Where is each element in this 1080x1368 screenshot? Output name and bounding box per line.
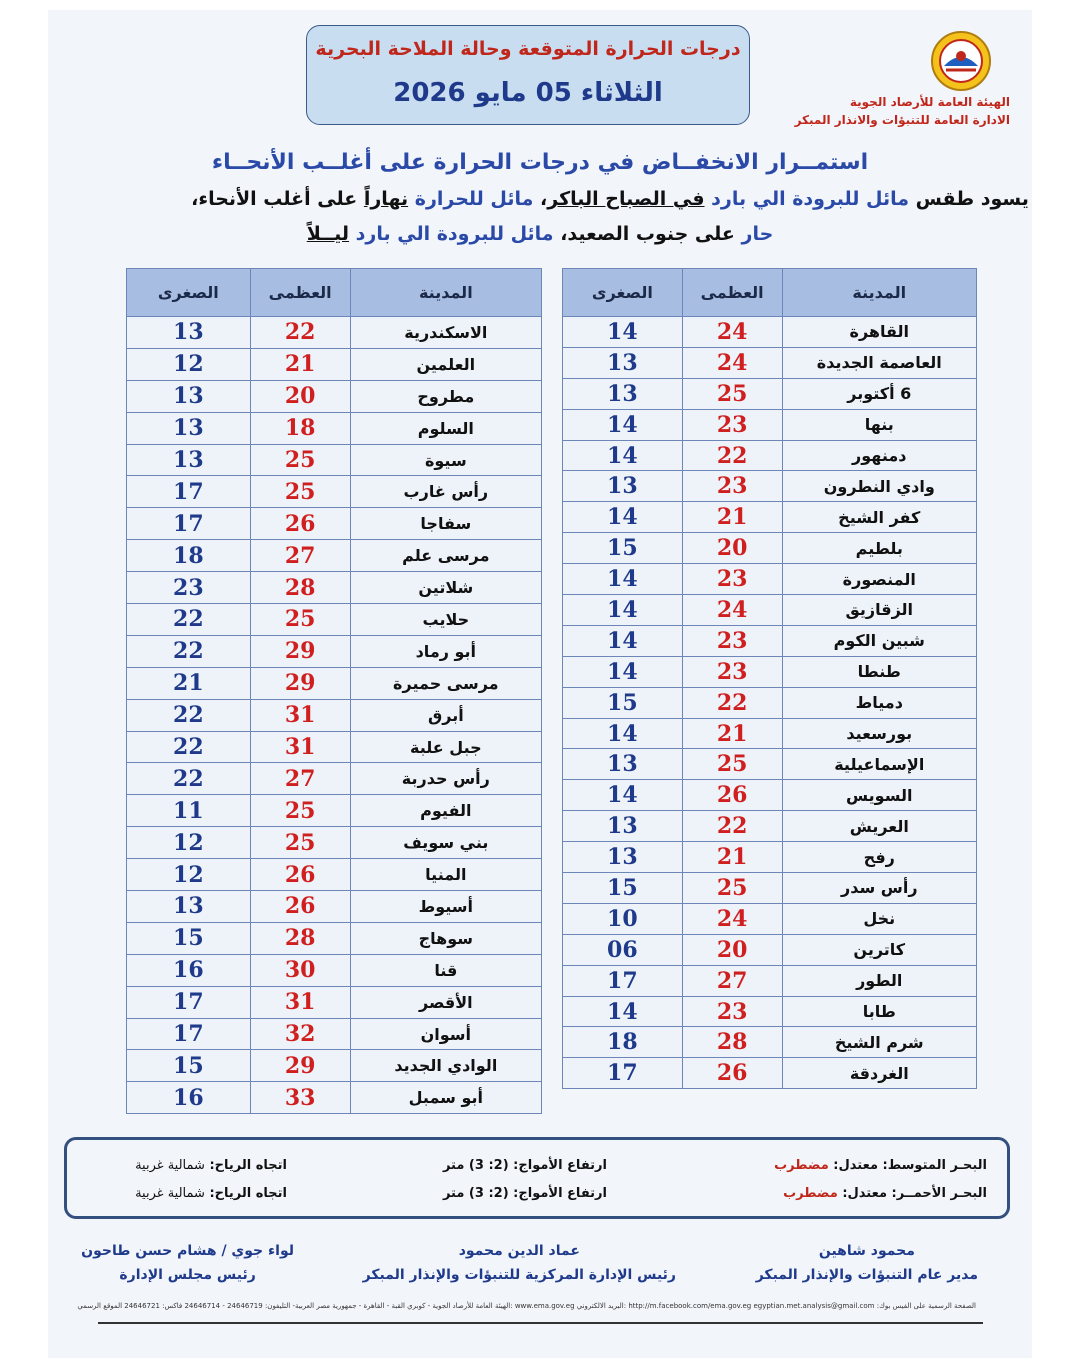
wave-height: ارتفاع الأمواج: (2: 3) متر — [442, 1158, 607, 1173]
summary-text: ، — [533, 188, 548, 210]
signature-central-director — [363, 1243, 676, 1283]
summary-text: على جنوب الصعيد، — [553, 223, 742, 245]
city-cell: طابا — [782, 996, 976, 1027]
signatory-name: محمود شاهين — [818, 1243, 915, 1259]
max-temp-cell: 21 — [682, 718, 782, 749]
bulletin-date: الثلاثاء 05 مايو 2026 — [393, 78, 663, 108]
footer-contact: الصفحة الرسمية على الفيس بوك: http://m.facebook.com/ema.gov.eg egyptian.met.analysis@gmail.com :البريد الالكتروني www.ema.gov.eg :الهيئة العامة للأرصاد الجوية - كوبري القبة - القاهرة - جمهورية مصر العربية- التليفون: 24646719 - 24646714 فاكس: 24646721 الموقع الرسمي — [77, 1302, 976, 1310]
table-row — [563, 749, 977, 780]
max-temp-cell: 22 — [682, 811, 782, 842]
max-temp-cell: 29 — [250, 1050, 350, 1082]
city-cell: سيوة — [350, 444, 541, 476]
min-temp-cell: 14 — [563, 625, 683, 656]
city-cell: السلوم — [350, 412, 541, 444]
org-department: الادارة العامة للتنبؤات والانذار المبكر — [794, 113, 1010, 127]
max-temp-cell: 26 — [250, 891, 350, 923]
signatory-title: رئيس مجلس الإدارة — [119, 1267, 256, 1283]
city-cell: نخل — [782, 903, 976, 934]
max-temp-cell: 26 — [250, 859, 350, 891]
min-temp-cell: 22 — [127, 604, 251, 636]
city-cell: شلاتين — [350, 572, 541, 604]
summary-text: على أغلب الأنحاء، — [191, 188, 364, 210]
city-cell: شرم الشيخ — [782, 1027, 976, 1058]
max-temp-cell: 31 — [250, 986, 350, 1018]
city-cell: العريش — [782, 811, 976, 842]
table-row — [563, 934, 977, 965]
min-temp-cell: 13 — [127, 317, 251, 349]
sea-label: البحـر الأحمــر: معتدل: — [837, 1186, 987, 1201]
table-row — [563, 842, 977, 873]
sea-row-mediterranean — [67, 1158, 1007, 1184]
city-cell: قنا — [350, 954, 541, 986]
min-temp-cell: 12 — [127, 827, 251, 859]
table-row — [563, 533, 977, 564]
min-temp-cell: 13 — [127, 891, 251, 923]
city-cell: سوهاج — [350, 922, 541, 954]
sea-name — [783, 1186, 987, 1201]
table-header-row — [563, 269, 977, 317]
city-cell: الاسكندرية — [350, 317, 541, 349]
min-temp-cell: 14 — [563, 502, 683, 533]
table-row — [563, 471, 977, 502]
table-row — [127, 348, 542, 380]
min-temp-cell: 18 — [127, 540, 251, 572]
city-cell: رأس غارب — [350, 476, 541, 508]
min-temp-cell: 13 — [563, 749, 683, 780]
min-temp-cell: 16 — [127, 954, 251, 986]
title-box — [306, 25, 750, 125]
wind-direction — [135, 1158, 287, 1173]
min-temp-cell: 15 — [127, 922, 251, 954]
table-row — [563, 996, 977, 1027]
city-cell: حلايب — [350, 604, 541, 636]
max-temp-cell: 26 — [682, 1058, 782, 1089]
max-temp-cell: 23 — [682, 409, 782, 440]
min-temp-cell: 17 — [127, 986, 251, 1018]
min-temp-cell: 22 — [127, 635, 251, 667]
max-temp-cell: 25 — [682, 749, 782, 780]
max-temp-cell: 30 — [250, 954, 350, 986]
table-row — [127, 1050, 542, 1082]
city-cell: الفيوم — [350, 795, 541, 827]
wind-direction — [135, 1186, 287, 1201]
min-temp-cell: 14 — [563, 996, 683, 1027]
signatory-name: لواء جوي / هشام حسن طاحون — [81, 1243, 294, 1259]
max-temp-cell: 23 — [682, 996, 782, 1027]
min-temp-cell: 14 — [563, 317, 683, 348]
min-temp-cell: 12 — [127, 859, 251, 891]
table-row — [127, 380, 542, 412]
summary-text: حار — [741, 223, 774, 245]
table-row — [563, 347, 977, 378]
min-temp-cell: 06 — [563, 934, 683, 965]
table-row — [563, 317, 977, 348]
min-temp-cell: 14 — [563, 718, 683, 749]
summary-text: ليــلاً — [306, 223, 350, 245]
table-row — [127, 444, 542, 476]
max-temp-cell: 21 — [682, 842, 782, 873]
city-cell: وادي النطرون — [782, 471, 976, 502]
city-cell: بني سويف — [350, 827, 541, 859]
min-temp-cell: 17 — [563, 1058, 683, 1089]
sea-label: البحـر المتوسط: معتدل: — [828, 1158, 987, 1173]
min-temp-cell: 23 — [127, 572, 251, 604]
summary-text: يسود طقس — [909, 188, 1029, 210]
city-cell: الزقازيق — [782, 595, 976, 626]
signature-chairman — [81, 1243, 294, 1283]
max-temp-cell: 25 — [250, 795, 350, 827]
table-row — [127, 572, 542, 604]
max-temp-cell: 33 — [250, 1082, 350, 1114]
city-cell: القاهرة — [782, 317, 976, 348]
max-temp-cell: 23 — [682, 471, 782, 502]
city-cell: بلطيم — [782, 533, 976, 564]
min-temp-cell: 17 — [563, 965, 683, 996]
table-row — [563, 903, 977, 934]
table-row — [563, 564, 977, 595]
city-cell: رأس سدر — [782, 873, 976, 904]
city-cell: الأقصر — [350, 986, 541, 1018]
city-cell: دمياط — [782, 687, 976, 718]
max-temp-cell: 25 — [250, 827, 350, 859]
table-row — [127, 667, 542, 699]
table-row — [127, 1018, 542, 1050]
min-temp-cell: 22 — [127, 699, 251, 731]
table-row — [127, 635, 542, 667]
table-row — [127, 412, 542, 444]
max-temp-cell: 29 — [250, 667, 350, 699]
signature-forecast-director — [756, 1243, 978, 1283]
max-temp-cell: 27 — [250, 540, 350, 572]
bulletin-title: درجات الحرارة المتوقعة وحالة الملاحة البحرية — [315, 38, 741, 60]
wind-value: شمالية غربية — [135, 1158, 205, 1173]
max-temp-cell: 26 — [250, 508, 350, 540]
city-cell: طنطا — [782, 656, 976, 687]
min-temp-cell: 13 — [563, 471, 683, 502]
table-row — [563, 718, 977, 749]
table-row — [127, 604, 542, 636]
sea-state: مضطرب — [774, 1158, 829, 1173]
city-cell: بنها — [782, 409, 976, 440]
min-temp-cell: 13 — [127, 444, 251, 476]
temperature-table-right — [562, 268, 977, 1089]
table-row — [127, 827, 542, 859]
city-cell: الوادي الجديد — [350, 1050, 541, 1082]
sea-state-box — [64, 1137, 1010, 1219]
max-temp-cell: 28 — [250, 922, 350, 954]
min-temp-cell: 14 — [563, 656, 683, 687]
city-cell: مرسى علم — [350, 540, 541, 572]
table-row — [127, 540, 542, 572]
sea-name — [774, 1158, 987, 1173]
table-row — [563, 378, 977, 409]
min-temp-cell: 17 — [127, 1018, 251, 1050]
max-temp-cell: 31 — [250, 731, 350, 763]
wind-label: اتجاه الرياح: — [204, 1158, 287, 1173]
max-temp-cell: 31 — [250, 699, 350, 731]
city-cell: أبو رماد — [350, 635, 541, 667]
city-cell: العلمين — [350, 348, 541, 380]
min-temp-cell: 13 — [563, 842, 683, 873]
max-column-header: العظمى — [250, 269, 350, 317]
signatory-title: مدير عام التنبؤات والإنذار المبكر — [755, 1267, 978, 1283]
table-row — [563, 687, 977, 718]
min-temp-cell: 22 — [127, 731, 251, 763]
table-row — [127, 476, 542, 508]
city-cell: شبين الكوم — [782, 625, 976, 656]
city-cell: رفح — [782, 842, 976, 873]
temperature-table-left — [126, 268, 542, 1114]
max-temp-cell: 24 — [682, 317, 782, 348]
city-cell: بورسعيد — [782, 718, 976, 749]
max-temp-cell: 23 — [682, 564, 782, 595]
max-temp-cell: 23 — [682, 625, 782, 656]
table-row — [563, 965, 977, 996]
max-temp-cell: 28 — [682, 1027, 782, 1058]
min-temp-cell: 14 — [563, 780, 683, 811]
min-temp-cell: 10 — [563, 903, 683, 934]
city-cell: أسيوط — [350, 891, 541, 923]
city-column-header: المدينة — [350, 269, 541, 317]
summary-text: نهاراً — [363, 188, 409, 210]
max-temp-cell: 27 — [682, 965, 782, 996]
table-row — [563, 656, 977, 687]
max-temp-cell: 24 — [682, 903, 782, 934]
min-temp-cell: 18 — [563, 1027, 683, 1058]
table-row — [563, 625, 977, 656]
min-temp-cell: 14 — [563, 409, 683, 440]
table-row — [563, 440, 977, 471]
min-temp-cell: 14 — [563, 440, 683, 471]
table-row — [563, 1058, 977, 1089]
table-row — [127, 699, 542, 731]
min-temp-cell: 22 — [127, 763, 251, 795]
table-row — [127, 795, 542, 827]
max-temp-cell: 18 — [250, 412, 350, 444]
max-temp-cell: 20 — [250, 380, 350, 412]
table-row — [563, 595, 977, 626]
max-temp-cell: 32 — [250, 1018, 350, 1050]
city-cell: الإسماعيلية — [782, 749, 976, 780]
city-column-header: المدينة — [782, 269, 976, 317]
table-row — [563, 811, 977, 842]
table-header-row — [127, 269, 542, 317]
table-row — [127, 731, 542, 763]
sea-state: مضطرب — [783, 1186, 838, 1201]
min-temp-cell: 15 — [563, 533, 683, 564]
wave-height: ارتفاع الأمواج: (2: 3) متر — [442, 1186, 607, 1201]
wind-label: اتجاه الرياح: — [204, 1186, 287, 1201]
max-temp-cell: 21 — [250, 348, 350, 380]
city-cell: دمنهور — [782, 440, 976, 471]
city-cell: جبل علبة — [350, 731, 541, 763]
table-row — [127, 891, 542, 923]
city-cell: مطروح — [350, 380, 541, 412]
min-temp-cell: 11 — [127, 795, 251, 827]
table-row — [563, 502, 977, 533]
table-row — [127, 859, 542, 891]
max-temp-cell: 21 — [682, 502, 782, 533]
max-column-header: العظمى — [682, 269, 782, 317]
max-temp-cell: 22 — [682, 687, 782, 718]
max-temp-cell: 22 — [682, 440, 782, 471]
city-cell: الطور — [782, 965, 976, 996]
org-name: الهيئة العامة للأرصاد الجوية — [849, 95, 1010, 109]
table-row — [563, 409, 977, 440]
footer-divider — [98, 1322, 983, 1324]
headline: استمــرار الانخفــاض في درجات الحرارة على أغلــب الأنحــاء — [211, 150, 869, 175]
summary-text: مائل للبرودة الي بارد — [349, 223, 554, 245]
min-temp-cell: 16 — [127, 1082, 251, 1114]
min-temp-cell: 13 — [127, 412, 251, 444]
max-temp-cell: 25 — [250, 604, 350, 636]
max-temp-cell: 25 — [250, 444, 350, 476]
signatory-title: رئيس الإدارة المركزية للتنبؤات والإنذار المبكر — [362, 1267, 676, 1283]
city-cell: أبو سمبل — [350, 1082, 541, 1114]
max-temp-cell: 28 — [250, 572, 350, 604]
min-temp-cell: 13 — [127, 380, 251, 412]
table-row — [127, 763, 542, 795]
table-row — [127, 508, 542, 540]
city-cell: كاترين — [782, 934, 976, 965]
min-temp-cell: 13 — [563, 347, 683, 378]
table-row — [563, 780, 977, 811]
signatory-name: عماد الدين محمود — [458, 1243, 580, 1259]
min-temp-cell: 12 — [127, 348, 251, 380]
sea-row-red-sea — [67, 1186, 1007, 1212]
summary-line-1 — [0, 188, 1080, 210]
city-cell: كفر الشيخ — [782, 502, 976, 533]
summary-text: مائل للحرارة — [408, 188, 534, 210]
max-temp-cell: 29 — [250, 635, 350, 667]
min-temp-cell: 15 — [563, 873, 683, 904]
max-temp-cell: 27 — [250, 763, 350, 795]
wind-value: شمالية غربية — [135, 1186, 205, 1201]
summary-text: مائل للبرودة الي بارد — [704, 188, 910, 210]
min-temp-cell: 15 — [127, 1050, 251, 1082]
min-temp-cell: 17 — [127, 508, 251, 540]
min-temp-cell: 14 — [563, 564, 683, 595]
table-row — [127, 922, 542, 954]
max-temp-cell: 25 — [682, 873, 782, 904]
min-temp-cell: 13 — [563, 378, 683, 409]
city-cell: أسوان — [350, 1018, 541, 1050]
city-cell: 6 أكتوبر — [782, 378, 976, 409]
table-row — [127, 1082, 542, 1114]
city-cell: رأس حدربة — [350, 763, 541, 795]
max-temp-cell: 24 — [682, 347, 782, 378]
city-cell: المنصورة — [782, 564, 976, 595]
max-temp-cell: 20 — [682, 533, 782, 564]
city-cell: العاصمة الجديدة — [782, 347, 976, 378]
city-cell: أبرق — [350, 699, 541, 731]
summary-text: في الصباح الباكر — [547, 188, 705, 210]
city-cell: الغردقة — [782, 1058, 976, 1089]
table-row — [127, 954, 542, 986]
min-temp-cell: 13 — [563, 811, 683, 842]
table-row — [563, 873, 977, 904]
city-cell: سفاجا — [350, 508, 541, 540]
max-temp-cell: 23 — [682, 656, 782, 687]
table-row — [127, 986, 542, 1018]
table-row — [127, 317, 542, 349]
summary-line-2 — [0, 223, 1080, 245]
max-temp-cell: 24 — [682, 595, 782, 626]
min-temp-cell: 15 — [563, 687, 683, 718]
min-column-header: الصغرى — [563, 269, 683, 317]
min-column-header: الصغرى — [127, 269, 251, 317]
min-temp-cell: 14 — [563, 595, 683, 626]
max-temp-cell: 20 — [682, 934, 782, 965]
city-cell: السويس — [782, 780, 976, 811]
max-temp-cell: 25 — [250, 476, 350, 508]
min-temp-cell: 17 — [127, 476, 251, 508]
table-row — [563, 1027, 977, 1058]
min-temp-cell: 21 — [127, 667, 251, 699]
max-temp-cell: 22 — [250, 317, 350, 349]
city-cell: مرسى حميرة — [350, 667, 541, 699]
max-temp-cell: 25 — [682, 378, 782, 409]
city-cell: المنيا — [350, 859, 541, 891]
max-temp-cell: 26 — [682, 780, 782, 811]
ema-logo-icon — [930, 30, 992, 92]
